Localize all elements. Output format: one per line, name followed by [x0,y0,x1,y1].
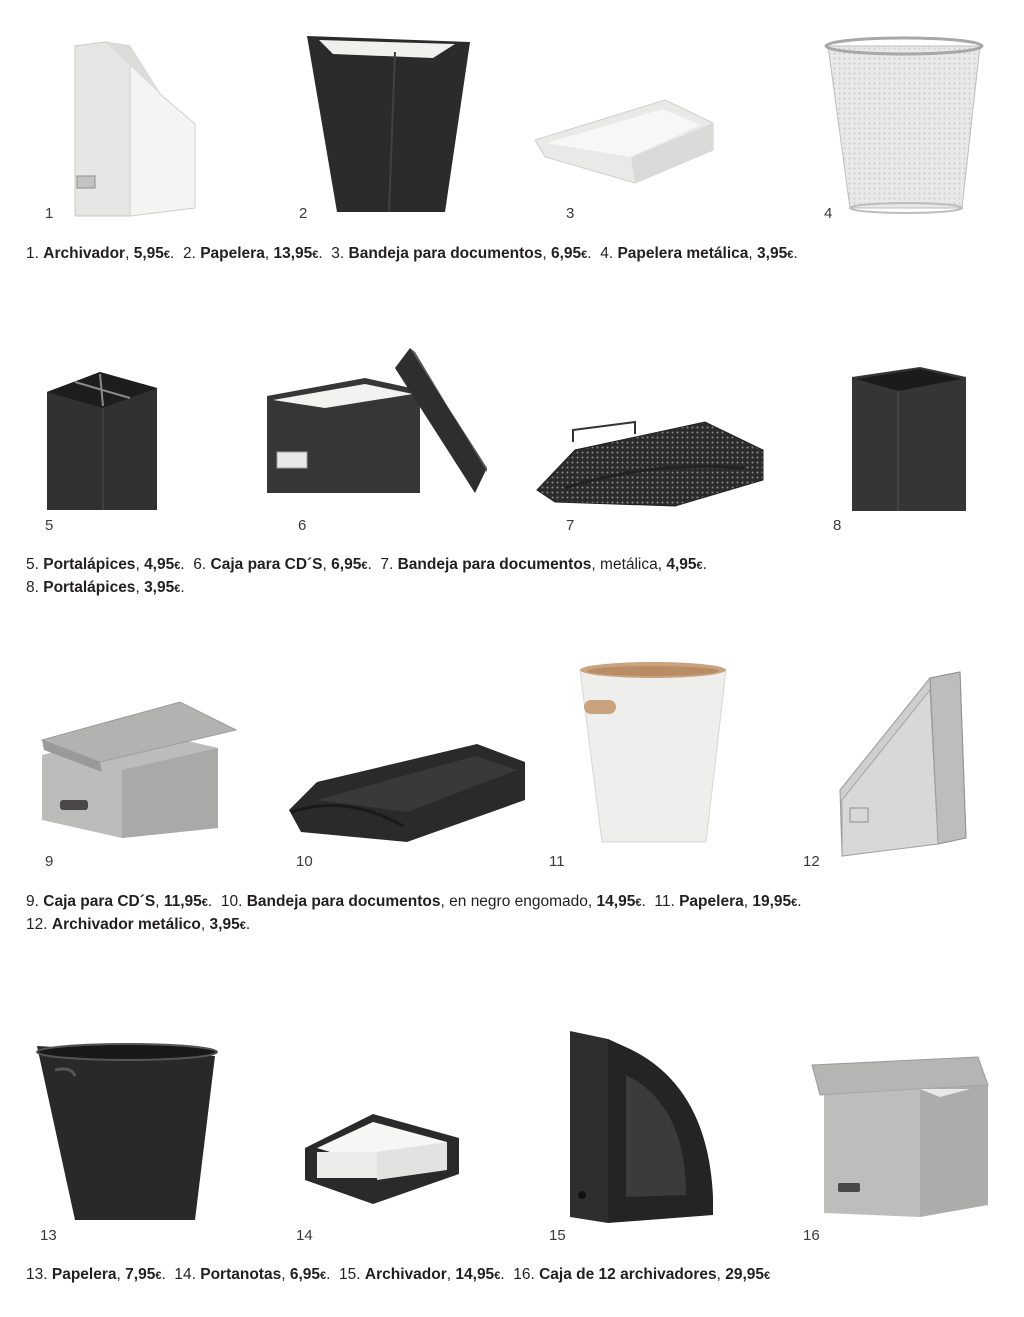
product-10-image [287,742,527,847]
product-description: en negro engomado [449,893,588,910]
product-caption: 13. Papelera, 7,95€. 14. Portanotas, 6,95€. 15. Archivador, 14,95€. 16. Caja de 12 archivadores, 29,95€ [26,1266,771,1283]
product-name: Archivador [43,245,126,262]
product-7-image [535,420,765,510]
product-price: 4,95 [666,556,697,573]
product-5-image [45,370,160,515]
product-price: 14,95 [455,1266,495,1283]
product-price: 3,95 [757,245,788,262]
mesh-wastebasket-icon [822,36,987,216]
product-number: 8 [833,517,842,534]
product-price: 3,95 [209,916,240,933]
product-8-image [850,365,968,515]
product-number: 4 [824,205,833,222]
document-tray-white-icon [535,95,715,190]
product-name: Archivador [364,1266,447,1283]
product-price: 29,95 [725,1266,765,1283]
product-price: 7,95 [125,1266,156,1283]
memo-holder-icon [303,1112,463,1207]
product-name: Bandeja para documentos [397,556,592,573]
product-price: 19,95 [752,893,792,910]
pencil-holder-divided-icon [45,370,160,515]
metal-magazine-file-icon [830,670,970,860]
product-number: 5 [45,517,54,534]
product-name: Bandeja para documentos [246,893,441,910]
rubber-document-tray-icon [287,742,527,847]
product-9-image [40,700,240,840]
product-name: Caja de 12 archivadores [539,1266,717,1283]
product-name: Portalápices [43,556,136,573]
product-number: 2 [299,205,308,222]
product-16-image [810,1055,990,1220]
product-number: 16 [803,1227,820,1244]
product-6-image [265,348,490,498]
product-caption: 9. Caja para CD´S, 11,95€. 10. Bandeja para documentos, en negro engomado, 14,95€. 11. Papelera, 19,95€. 12. Archivador metálico, 3,95€. [26,893,802,933]
product-price: 5,95 [133,245,164,262]
product-caption: 5. Portalápices, 4,95€. 6. Caja para CD´S, 6,95€. 7. Bandeja para documentos, metálica, 4,95€. 8. Portalápices, 3,95€. [26,556,707,596]
product-12-image [830,670,970,860]
product-name: Bandeja para documentos [348,245,543,262]
product-number: 14 [296,1227,313,1244]
archive-box-gray-icon [810,1055,990,1220]
product-name: Papelera metálica [617,245,749,262]
product-price: 6,95 [289,1266,320,1283]
product-number: 6 [298,517,307,534]
product-14-image [303,1112,463,1207]
product-name: Archivador metálico [51,916,201,933]
mesh-document-tray-icon [535,420,765,510]
product-description: metálica [600,556,658,573]
product-name: Papelera [679,893,744,910]
magazine-file-white-icon [60,38,210,218]
product-row-1 [0,0,1024,270]
product-3-image [535,95,715,190]
product-number: 7 [566,517,575,534]
product-name: Papelera [200,245,265,262]
product-price: 3,95 [144,579,175,596]
product-name: Caja para CD´S [210,556,323,573]
product-name: Caja para CD´S [43,893,156,910]
product-number: 11 [549,853,565,870]
product-price: 6,95 [331,556,362,573]
product-number: 1 [45,205,54,222]
product-price: 13,95 [273,245,313,262]
cd-box-gray-icon [40,700,240,840]
product-number: 15 [549,1227,566,1244]
product-price: 14,95 [596,893,636,910]
product-number: 9 [45,853,54,870]
product-name: Portanotas [200,1266,282,1283]
product-15-image [568,1027,718,1227]
product-1-image [60,38,210,218]
wastebasket-white-wood-icon [578,660,728,850]
product-13-image [35,1040,220,1225]
wastebasket-black-curved-icon [35,1040,220,1225]
product-number: 13 [40,1227,57,1244]
product-name: Papelera [51,1266,117,1283]
pencil-holder-black-icon [850,365,968,515]
product-2-image [305,30,475,220]
product-number: 3 [566,205,575,222]
product-11-image [578,660,728,850]
magazine-file-black-icon [568,1027,718,1227]
product-price: 11,95 [163,893,202,910]
product-price: 4,95 [144,556,175,573]
product-number: 10 [296,853,313,870]
wastebasket-black-icon [305,30,475,220]
cd-box-black-icon [265,348,490,498]
product-4-image [822,36,987,216]
product-caption: 1. Archivador, 5,95€. 2. Papelera, 13,95€. 3. Bandeja para documentos, 6,95€. 4. Papelera metálica, 3,95€. [26,245,798,262]
product-name: Portalápices [43,579,136,596]
product-price: 6,95 [550,245,582,262]
product-number: 12 [803,853,820,870]
